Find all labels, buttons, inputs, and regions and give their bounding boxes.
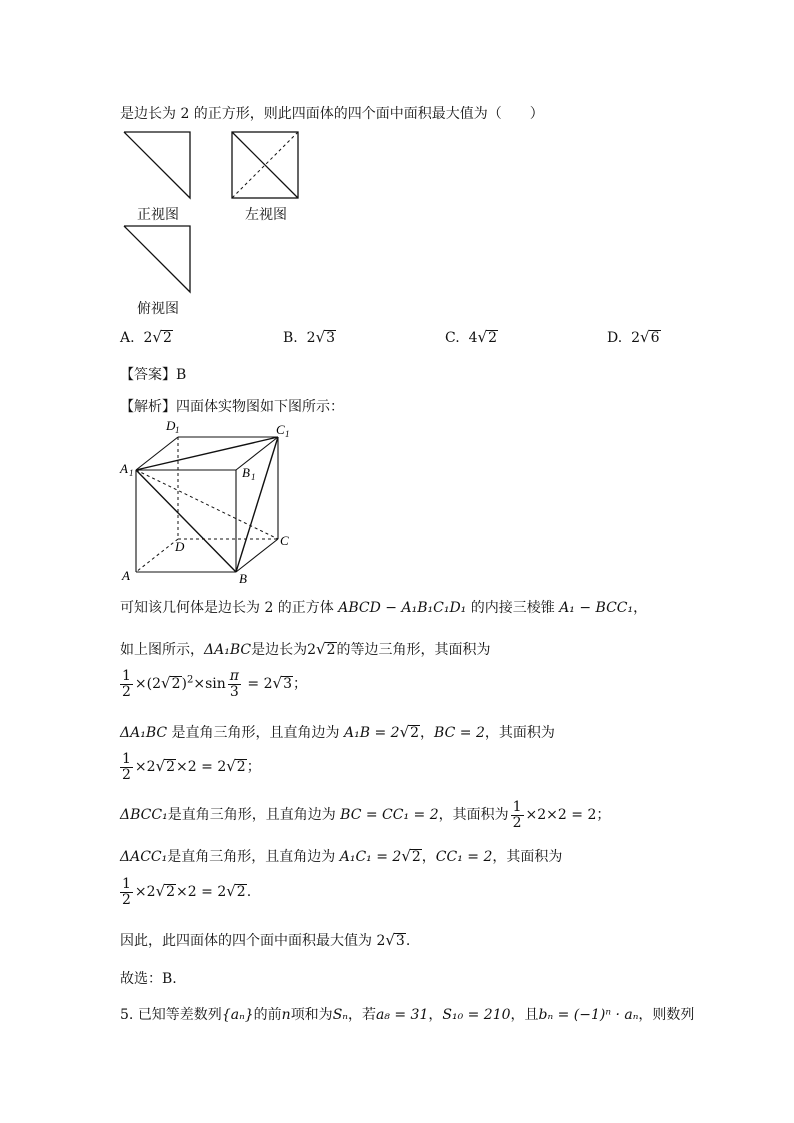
front-view-figure — [120, 128, 196, 204]
option-d: D. 2√6 — [607, 328, 660, 346]
left-view-label: 左视图 — [245, 207, 287, 223]
solution-line-3: $\frac{1}{2}$ $\times(2√2)^2\times\sin$ $\frac{\pi}{3}$ = 2√3； — [122, 668, 308, 700]
svg-text:1: 1 — [175, 425, 180, 435]
svg-text:1: 1 — [251, 472, 256, 482]
solution-line-4: ΔA₁BC 是直角三角形，且直角边为 A₁B = 2√2，BC = 2，其面积为 — [120, 723, 555, 741]
svg-text:1: 1 — [285, 429, 290, 439]
conclusion-line: 因此，此四面体的四个面中面积最大值为 2√3. — [120, 931, 411, 949]
label-b1: B — [242, 465, 250, 480]
choice-line: 故选：B. — [120, 971, 177, 987]
option-b: B. 2√3 — [283, 328, 336, 346]
svg-text:1: 1 — [129, 468, 134, 478]
label-c1: C — [276, 422, 285, 437]
label-a: A — [122, 568, 130, 583]
solution-line-7: ΔACC₁是直角三角形，且直角边为 A₁C₁ = 2√2，CC₁ = 2，其面积为 — [120, 847, 563, 865]
solution-line-1: 可知该几何体是边长为 2 的正方体 ABCD − A₁B₁C₁D₁ 的内接三棱锥 A₁ − BCC₁， — [120, 600, 648, 616]
option-c: C. 4√2 — [445, 328, 497, 346]
label-b: B — [239, 571, 247, 586]
solution-line-8: $\frac{1}{2}$ ×2√2×2 = 2√2. — [122, 876, 252, 908]
question-stem: 是边长为 2 的正方形，则此四面体的四个面中面积最大值为（ ） — [120, 106, 544, 122]
analysis-header: 【解析】四面体实物图如下图所示： — [120, 399, 344, 415]
front-view-triangle — [124, 132, 190, 198]
answer-line: 【答案】B — [120, 367, 187, 383]
question-5: 5. 已知等差数列{aₙ}的前n项和为Sₙ，若a₈ = 31，S₁₀ = 210，且bₙ = (−1)ⁿ · aₙ，则数列 — [120, 1007, 695, 1023]
solution-line-6: ΔBCC₁是直角三角形，且直角边为 BC = CC₁ = 2，其面积为 $\frac{1}{2}$ ×2×2 = 2； — [120, 799, 611, 831]
solution-line-2: 如上图所示，ΔA₁BC是边长为2√2的等边三角形，其面积为 — [120, 640, 491, 658]
option-a: A. 2√2 — [120, 328, 172, 346]
front-view-label: 正视图 — [137, 207, 179, 223]
label-a1: A — [120, 461, 128, 476]
label-c: C — [280, 533, 289, 548]
left-view-figure — [228, 128, 304, 204]
top-view-figure — [120, 222, 196, 298]
top-view-label: 俯视图 — [137, 301, 179, 317]
cube-figure — [118, 415, 303, 587]
label-d: D — [175, 539, 185, 554]
top-view-triangle — [124, 226, 190, 292]
label-d1: D — [166, 418, 176, 433]
solution-line-5: $\frac{1}{2}$ ×2√2×2 = 2√2； — [122, 751, 261, 783]
